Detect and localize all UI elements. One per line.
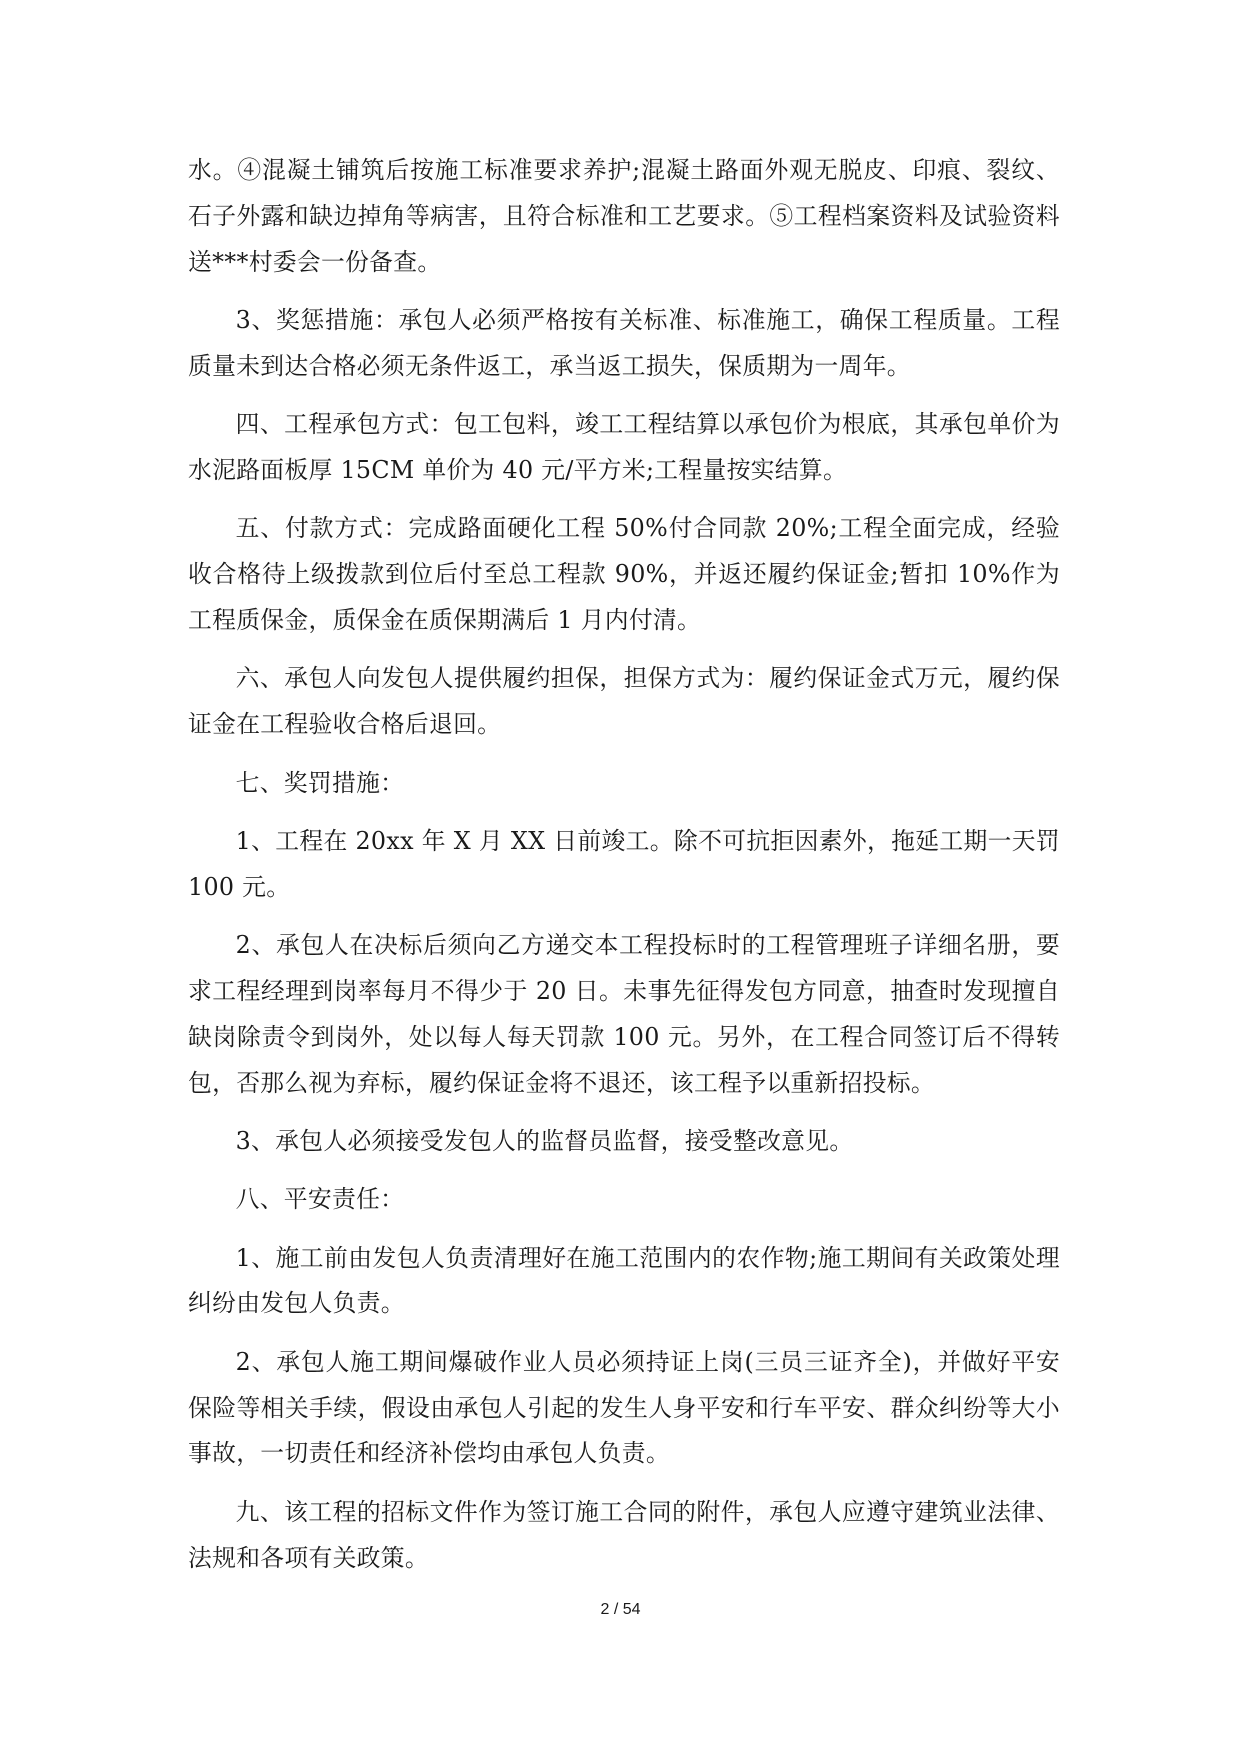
paragraph-quality-rewards: 3、奖惩措施：承包人必须严格按有关标准、标准施工，确保工程质量。工程质量未到达合格必须无条件返工，承当返工损失，保质期为一周年。: [188, 305, 1060, 380]
page-number: 2 / 54: [600, 1601, 641, 1618]
paragraph-contract-method: 四、工程承包方式：包工包料，竣工工程结算以承包价为根底，其承包单价为水泥路面板厚 15CM 单价为 40 元/平方米;工程量按实结算。: [188, 410, 1060, 484]
paragraph-safety-crops: 1、施工前由发包人负责清理好在施工范围内的农作物;施工期间有关政策处理纠纷由发包人负责。: [188, 1243, 1060, 1318]
paragraph-payment-method: 五、付款方式：完成路面硬化工程 50%付合同款 20%;工程全面完成，经验收合格待上级拨款到位后付至总工程款 90%，并返还履约保证金;暂扣 10%作为工程质保金，质保金在质保期满后 1 月内付清。: [188, 514, 1060, 634]
paragraph-penalty-deadline: 1、工程在 20xx 年 X 月 XX 日前竣工。除不可抗拒因素外，拖延工期一天罚 100 元。: [188, 826, 1060, 901]
paragraph-safety-blasting: 2、承包人施工期间爆破作业人员必须持证上岗(三员三证齐全)，并做好平安保险等相关手续，假设由承包人引起的发生人身平安和行车平安、群众纠纷等大小事故，一切责任和经济补偿均由承包人负责。: [188, 1347, 1060, 1468]
paragraph-penalty-supervision: 3、承包人必须接受发包人的监督员监督，接受整改意见。: [235, 1126, 854, 1155]
paragraph-penalty-management: 2、承包人在决标后须向乙方递交本工程投标时的工程管理班子详细名册，要求工程经理到岗率每月不得少于 20 日。未事先征得发包方同意，抽查时发现擅自缺岗除责令到岗外，处以每人每天罚款 100 元。另外，在工程合同签订后不得转包，否那么视为弃标，履约保证金将不退还，该工程予以重新招投标。: [188, 931, 1060, 1097]
section-heading-penalties: 七、奖罚措施：: [235, 768, 405, 797]
paragraph-tender-annex: 九、该工程的招标文件作为签订施工合同的附件，承包人应遵守建筑业法律、法规和各项有关政策。: [188, 1497, 1060, 1572]
paragraph-performance-guarantee: 六、承包人向发包人提供履约担保，担保方式为：履约保证金式万元，履约保证金在工程验收合格后退回。: [188, 664, 1060, 739]
document-body: [188, 148, 1060, 1572]
paragraph-continuation: 水。④混凝土铺筑后按施工标准要求养护;混凝土路面外观无脱皮、印痕、裂纹、石子外露和缺边掉角等病害，且符合标准和工艺要求。⑤工程档案资料及试验资料送***村委会一份备查。: [188, 156, 1060, 276]
section-heading-safety: 八、平安责任：: [235, 1185, 405, 1214]
